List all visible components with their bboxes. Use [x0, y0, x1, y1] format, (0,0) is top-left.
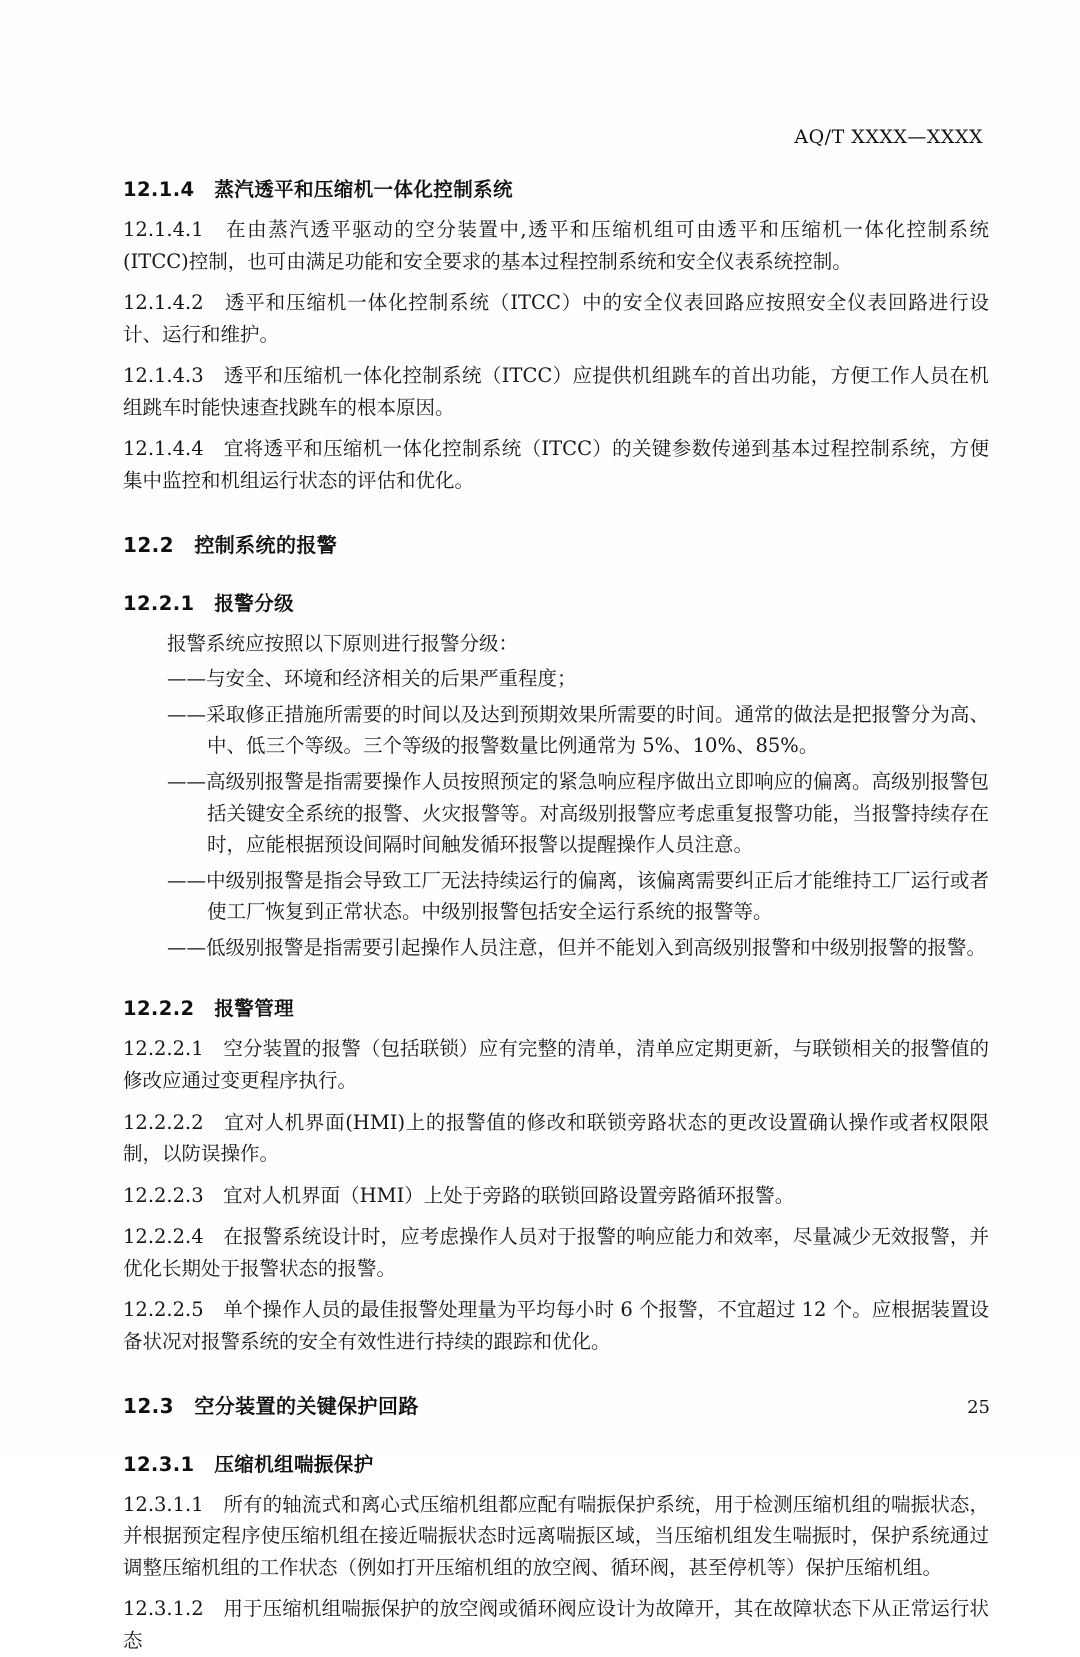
dash-item-1: ——与安全、环境和经济相关的后果严重程度； [167, 667, 577, 691]
paragraph-12-3-1-2: 12.3.1.2 用于压缩机组喘振保护的放空阀或循环阀应设计为故障开，其在故障状态下从正常运行状态 [123, 1597, 989, 1652]
page-number: 25 [967, 1397, 990, 1418]
paragraph-12-1-4-2: 12.1.4.2 透平和压缩机一体化控制系统（ITCC）中的安全仪表回路应按照安全仪表回路进行设计、运行和维护。 [123, 291, 989, 346]
paragraph-12-1-4-1: 12.1.4.1 在由蒸汽透平驱动的空分装置中,透平和压缩机组可由透平和压缩机一体化控制系统(ITCC)控制，也可由满足功能和安全要求的基本过程控制系统和安全仪表系统控制。 [123, 218, 989, 273]
paragraph-12-2-2-1: 12.2.2.1 空分装置的报警（包括联锁）应有完整的清单，清单应定期更新，与联锁相关的报警值的修改应通过变更程序执行。 [123, 1037, 989, 1092]
dash-item-5: ——低级别报警是指需要引起操作人员注意，但并不能划入到高级别报警和中级别报警的报警。 [167, 935, 987, 959]
paragraph-12-3-1-1: 12.3.1.1 所有的轴流式和离心式压缩机组都应配有喘振保护系统，用于检测压缩机组的喘振状态，并根据预定程序使压缩机组在接近喘振状态时远离喘振区域，当压缩机组发生喘振时，保护系统通过调整压缩机组的工作状态（例如打开压缩机组的放空阀、循环阀，甚至停机等）保护压缩机组。 [123, 1492, 989, 1579]
heading-12-1-4: 12.1.4 蒸汽透平和压缩机一体化控制系统 [123, 178, 513, 201]
paragraph-12-2-2-2: 12.2.2.2 宜对人机界面(HMI)上的报警值的修改和联锁旁路状态的更改设置确认操作或者权限限制，以防误操作。 [123, 1110, 989, 1166]
dash-item-3: ——高级别报警是指需要操作人员按照预定的紧急响应程序做出立即响应的偏离。高级别报警包括关键安全系统的报警、火灾报警等。对高级别报警应考虑重复报警功能，当报警持续存在时，应能根据预设间隔时间触发循环报警以提醒操作人员注意。 [167, 769, 989, 857]
paragraph-12-2-2-4: 12.2.2.4 在报警系统设计时，应考虑操作人员对于报警的响应能力和效率，尽量减少无效报警，并优化长期处于报警状态的报警。 [123, 1225, 989, 1280]
heading-12-2-2: 12.2.2 报警管理 [123, 997, 294, 1021]
heading-12-2-1: 12.2.1 报警分级 [123, 591, 294, 615]
page-content [123, 0, 989, 1657]
paragraph-12-1-4-3: 12.1.4.3 透平和压缩机一体化控制系统（ITCC）应提供机组跳车的首出功能，方便工作人员在机组跳车时能快速查找跳车的根本原因。 [123, 364, 989, 419]
heading-12-3: 12.3 空分装置的关键保护回路 [123, 1393, 419, 1418]
standard-number-header: AQ/T XXXX—XXXX [794, 126, 983, 148]
paragraph-12-2-2-3: 12.2.2.3 宜对人机界面（HMI）上处于旁路的联锁回路设置旁路循环报警。 [123, 1183, 795, 1207]
heading-12-2: 12.2 控制系统的报警 [123, 532, 338, 557]
dash-item-2: ——采取修正措施所需要的时间以及达到预期效果所需要的时间。通常的做法是把报警分为高、中、低三个等级。三个等级的报警数量比例通常为 5%、10%、85%。 [167, 702, 989, 758]
paragraph-12-2-2-5: 12.2.2.5 单个操作人员的最佳报警处理量为平均每小时 6 个报警，不宜超过 12 个。应根据装置设备状况对报警系统的安全有效性进行持续的跟踪和优化。 [123, 1298, 989, 1354]
lead-12-2-1: 报警系统应按照以下原则进行报警分级： [167, 631, 519, 655]
dash-item-4: ——中级别报警是指会导致工厂无法持续运行的偏离，该偏离需要纠正后才能维持工厂运行或者使工厂恢复到正常状态。中级别报警包括安全运行系统的报警等。 [167, 868, 989, 924]
heading-12-3-1: 12.3.1 压缩机组喘振保护 [123, 1452, 374, 1476]
paragraph-12-1-4-4: 12.1.4.4 宜将透平和压缩机一体化控制系统（ITCC）的关键参数传递到基本过程控制系统，方便集中监控和机组运行状态的评估和优化。 [123, 437, 989, 493]
